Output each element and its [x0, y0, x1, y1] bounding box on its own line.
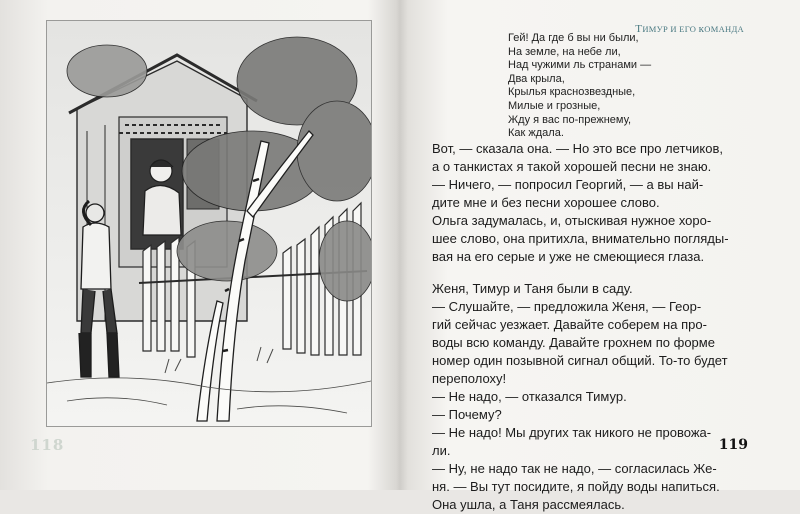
text-line: Она ушла, а Таня рассмеялась. [432, 497, 625, 512]
poem-line: Как ждала. [508, 127, 564, 140]
prose-text [432, 140, 750, 514]
text-line: гий сейчас уезжает. Давайте соберем на про- [432, 317, 707, 332]
illustration [46, 20, 372, 427]
text-line: Ольга задумалась, и, отыскивая нужное хоро- [432, 213, 712, 228]
text-line: шее слово, она притихла, внимательно погляды- [432, 231, 729, 246]
poem-line: На земле, на небе ли, [508, 45, 621, 58]
poem-line: Крылья краснозвездные, [508, 86, 636, 99]
left-page-number: 118 [30, 436, 65, 454]
text-line: вая на его серые и уже не смеющиеся глаза. [432, 249, 705, 264]
text-line: — Слушайте, — предложила Женя, — Геор- [432, 299, 702, 314]
poem-line: Два крыла, [508, 72, 565, 85]
text-line: — Ничего, — попросил Георгий, — а вы най- [432, 177, 704, 192]
illustration-drawing [47, 21, 371, 426]
poem-line: Жду я вас по-прежнему, [508, 113, 632, 126]
poem-line: Над чужими ль странами — [508, 59, 652, 72]
poem [508, 32, 651, 141]
poem-line: Гей! Да где б вы ни были, [508, 32, 639, 44]
paragraph-break [432, 266, 750, 280]
text-line: а о танкистах я такой хорошей песни не знаю. [432, 159, 712, 174]
poem-line: Милые и грозные, [508, 99, 601, 112]
text-line: дите мне и без песни хорошее слово. [432, 195, 660, 210]
running-head: ТИМУР И ЕГО кОМАНДА [635, 23, 744, 35]
text-line: ли. [432, 443, 451, 458]
text-line: ня. — Вы тут посидите, я пойду воды напиться. [432, 479, 720, 494]
text-line: воды всю команду. Давайте грохнем по форме [432, 335, 715, 350]
text-line: переполоху! [432, 371, 507, 386]
text-line: — Не надо, — отказался Тимур. [432, 389, 627, 404]
left-page [0, 0, 396, 490]
text-line: Женя, Тимур и Таня были в саду. [432, 281, 633, 296]
text-line: номер один позывной сигнал общий. То-то будет [432, 353, 728, 368]
page-number: 119 [718, 437, 748, 453]
text-line: — Почему? [432, 407, 502, 422]
text-line: Вот, — сказала она. — Но это все про летчиков, [432, 141, 724, 156]
text-line: — Не надо! Мы других так никого не провожа- [432, 425, 712, 440]
text-line: — Ну, не надо так не надо, — согласилась Же- [432, 461, 717, 476]
right-page [400, 0, 800, 512]
